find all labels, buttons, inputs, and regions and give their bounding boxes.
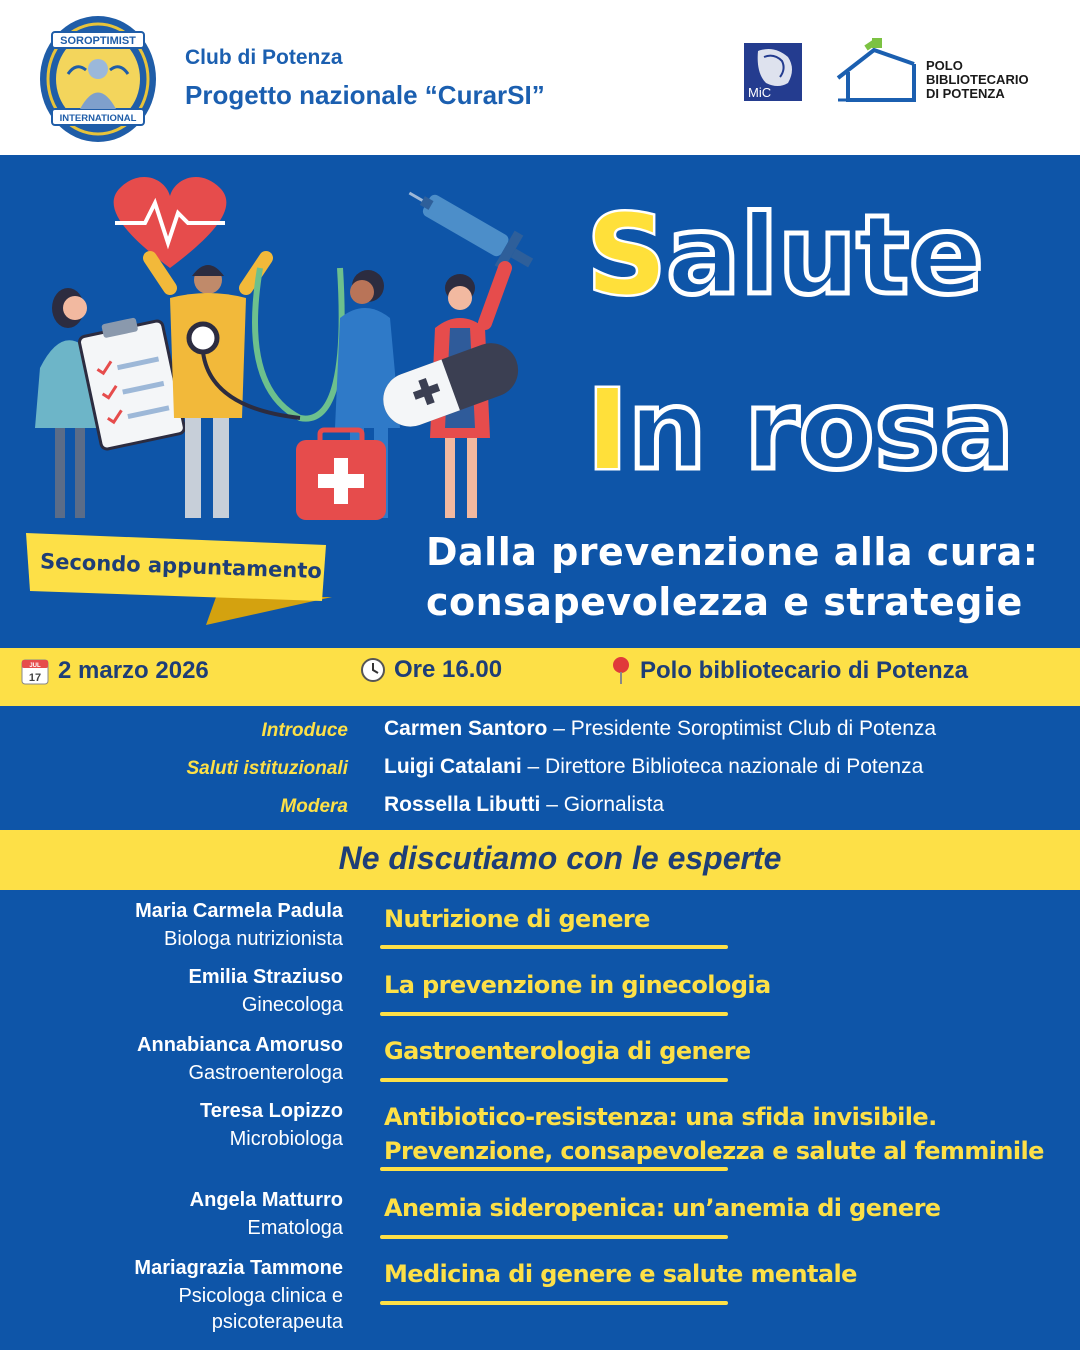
subtitle-line-2: consapevolezza e strategie: [426, 580, 1023, 624]
seal-text-top: SOROPTIMIST: [60, 35, 136, 47]
role-saluti: Saluti istituzionali: [186, 758, 348, 779]
expert-topic: La prevenzione in ginecologia: [384, 971, 771, 999]
club-name: Club di Potenza: [185, 46, 343, 69]
speaker-desc: – Giornalista: [540, 793, 665, 816]
mic-label: MiC: [748, 85, 772, 100]
expert-role-line-2: psicoterapeuta: [211, 1311, 343, 1333]
polo-line-2: BIBLIOTECARIO: [926, 72, 1029, 87]
expert-role: Ginecologa: [241, 994, 343, 1016]
expert-name: Angela Matturro: [189, 1189, 343, 1211]
title-line-1: [587, 191, 984, 319]
expert-topic-line-2: Prevenzione, consapevolezza e salute al femminile: [384, 1137, 1044, 1165]
role-modera: Modera: [280, 796, 348, 817]
health-team-illustration: [20, 168, 580, 528]
speaker-name: Rossella Libutti: [384, 793, 541, 816]
info-date: [20, 656, 209, 686]
experts-heading: Ne discutiamo con le esperte: [338, 840, 782, 876]
mic-logo-icon: [744, 43, 802, 101]
title-initial-i: I: [587, 366, 628, 488]
place-text: Polo bibliotecario di Potenza: [640, 657, 969, 684]
soroptimist-seal-icon: [38, 14, 158, 144]
title-line-2: [587, 366, 1014, 488]
speaker-name: Carmen Santoro: [384, 717, 548, 740]
topic-underline: [380, 1078, 728, 1082]
info-place: [610, 656, 968, 686]
project-name: Progetto nazionale “CurarSI”: [185, 80, 545, 110]
topic-underline: [380, 1012, 728, 1016]
title-rest-2: n rosa: [627, 366, 1015, 488]
pin-icon: [610, 656, 632, 686]
subtitle-line-1: Dalla prevenzione alla cura:: [426, 530, 1039, 574]
expert-topic: Nutrizione di genere: [384, 905, 650, 933]
polo-line-1: POLO: [926, 58, 963, 73]
title-rest-1: alute: [666, 191, 984, 319]
event-title: [575, 168, 1075, 488]
topic-underline: [380, 1235, 728, 1239]
time-text: Ore 16.00: [394, 656, 503, 683]
date-text: 2 marzo 2026: [58, 657, 209, 684]
title-initial-s: S: [587, 191, 667, 319]
speaker-name: Luigi Catalani: [384, 755, 522, 778]
expert-name: Emilia Straziuso: [188, 966, 343, 988]
polo-line-3: DI POTENZA: [926, 86, 1005, 101]
expert-name: Annabianca Amoruso: [137, 1034, 343, 1056]
expert-role: Microbiologa: [229, 1128, 343, 1150]
clock-icon: [360, 657, 386, 683]
expert-role: Psicologa clinica e: [178, 1285, 343, 1307]
speaker-saluti: [384, 755, 923, 779]
speaker-desc: – Presidente Soroptimist Club di Potenza: [547, 717, 937, 740]
calendar-icon: [20, 656, 50, 686]
seal-text-bottom: INTERNATIONAL: [59, 113, 137, 124]
expert-topic: Medicina di genere e salute mentale: [384, 1260, 857, 1288]
topic-underline: [380, 945, 728, 949]
secondo-appuntamento-badge: [26, 527, 336, 627]
expert-name: Mariagrazia Tammone: [134, 1257, 343, 1279]
role-introduce: Introduce: [261, 720, 348, 741]
expert-topic: Gastroenterologia di genere: [384, 1037, 751, 1065]
topic-underline: [380, 1167, 728, 1171]
polo-house-icon: [836, 38, 1036, 108]
topic-underline: [380, 1301, 728, 1305]
info-time: [360, 656, 502, 684]
speaker-modera: [384, 793, 664, 817]
expert-name: Teresa Lopizzo: [200, 1100, 343, 1122]
calendar-month: JUL: [29, 663, 41, 669]
expert-name: Maria Carmela Padula: [135, 900, 343, 922]
speaker-introduce: [384, 717, 936, 741]
calendar-day: 17: [28, 672, 42, 684]
expert-topic: Antibiotico-resistenza: una sfida invisibile.: [384, 1103, 937, 1131]
badge-text: Secondo appuntamento: [39, 549, 323, 584]
expert-role: Gastroenterologa: [188, 1062, 343, 1084]
expert-role: Biologa nutrizionista: [164, 928, 343, 950]
speaker-desc: – Direttore Biblioteca nazionale di Potenza: [521, 755, 924, 778]
expert-topic: Anemia sideropenica: un’anemia di genere: [384, 1194, 941, 1222]
expert-role: Ematologa: [247, 1217, 343, 1239]
